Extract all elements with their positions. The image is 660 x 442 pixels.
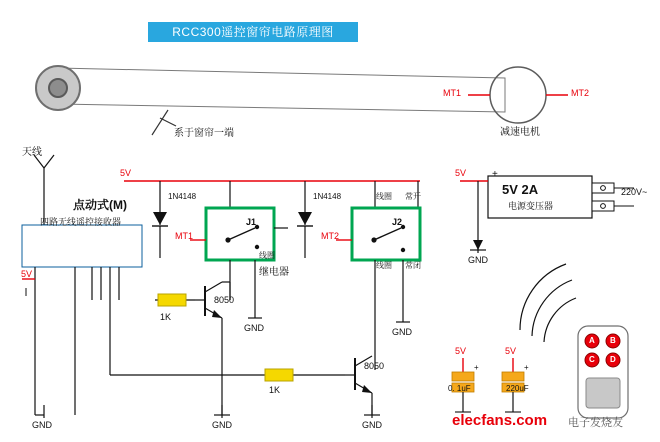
remote-button-c[interactable]: C — [589, 355, 595, 364]
transistor-q1-name: 8050 — [214, 295, 235, 305]
receiver-supply-label: 5V — [21, 269, 33, 279]
receiver-pin-c: C — [107, 254, 113, 263]
psu-mains-label: 220V~ — [621, 187, 648, 197]
antenna-label: 天线 — [22, 147, 42, 158]
relay-j2-input: MT2 — [321, 231, 339, 241]
gnd-q2: GND — [362, 420, 382, 430]
receiver-pin-d: D — [116, 254, 122, 263]
cap1-value: 0. 1uF — [448, 384, 471, 393]
relay-j2-contact-no: 常开 — [405, 192, 421, 201]
receiver-pin-a: A — [89, 254, 95, 263]
remote-button-d[interactable]: D — [610, 355, 616, 364]
relay-j1-input: MT1 — [175, 231, 193, 241]
relay-j2-coil-top: 线圈 — [376, 192, 392, 201]
motor-letter: M — [509, 82, 527, 105]
watermark-cn: 电子发烧友 — [568, 417, 623, 429]
relay-j2-name: J2 — [392, 217, 403, 227]
receiver-pin-gnd: GND — [78, 225, 87, 243]
gnd-q1: GND — [212, 420, 232, 430]
remote-button-a[interactable]: A — [589, 336, 595, 345]
cap2-polarity: + — [524, 363, 529, 372]
relay-j1-name: J1 — [246, 217, 257, 227]
gnd-psu: GND — [468, 255, 488, 265]
relay-supply-label: 5V — [120, 168, 132, 178]
cap2-supply: 5V — [505, 346, 517, 356]
motor-caption: 减速电机 — [500, 127, 540, 138]
diode-j2-label: 1N4148 — [313, 192, 342, 201]
cap1-polarity: + — [474, 363, 479, 372]
psu-subtitle: 电源变压器 — [508, 201, 554, 211]
page-title: RCC300遥控窗帘电路原理图 — [148, 22, 358, 42]
receiver-pin-b: B — [98, 254, 104, 263]
remote-button-b[interactable]: B — [610, 336, 616, 345]
relay-j2-coil-bottom: 线圈 — [376, 261, 392, 270]
belt-note: 系于窗帘一端 — [174, 128, 234, 139]
receiver-mode-title: 点动式(M) — [73, 198, 127, 212]
gnd-relay-j1: GND — [244, 323, 264, 333]
watermark-site: elecfans.com — [452, 412, 548, 429]
transistor-q2-name: 8050 — [364, 361, 385, 371]
relay-j2-contact-nc: 常闭 — [405, 261, 421, 270]
relays-caption: 继电器 — [259, 267, 289, 278]
gnd-receiver: GND — [32, 420, 52, 430]
resistor-r1-value: 1K — [160, 312, 172, 322]
motor-terminal-mt2: MT2 — [571, 88, 589, 98]
relay-j1-coil: 线圈 — [259, 251, 275, 260]
motor-terminal-mt1: MT1 — [443, 88, 461, 98]
receiver-subtitle: 四路无线遥控接收器 — [40, 217, 122, 227]
cap1-supply: 5V — [455, 346, 467, 356]
psu-supply-label: 5V — [455, 168, 467, 178]
receiver-pin-vcc: VCC — [29, 226, 38, 243]
diode-j1-label: 1N4148 — [168, 192, 197, 201]
cap2-value: 220uF — [506, 384, 529, 393]
psu-plus-terminal: + — [492, 169, 498, 180]
resistor-r2-value: 1K — [269, 385, 281, 395]
psu-title: 5V 2A — [502, 182, 539, 197]
gnd-relay-j2: GND — [392, 327, 412, 337]
